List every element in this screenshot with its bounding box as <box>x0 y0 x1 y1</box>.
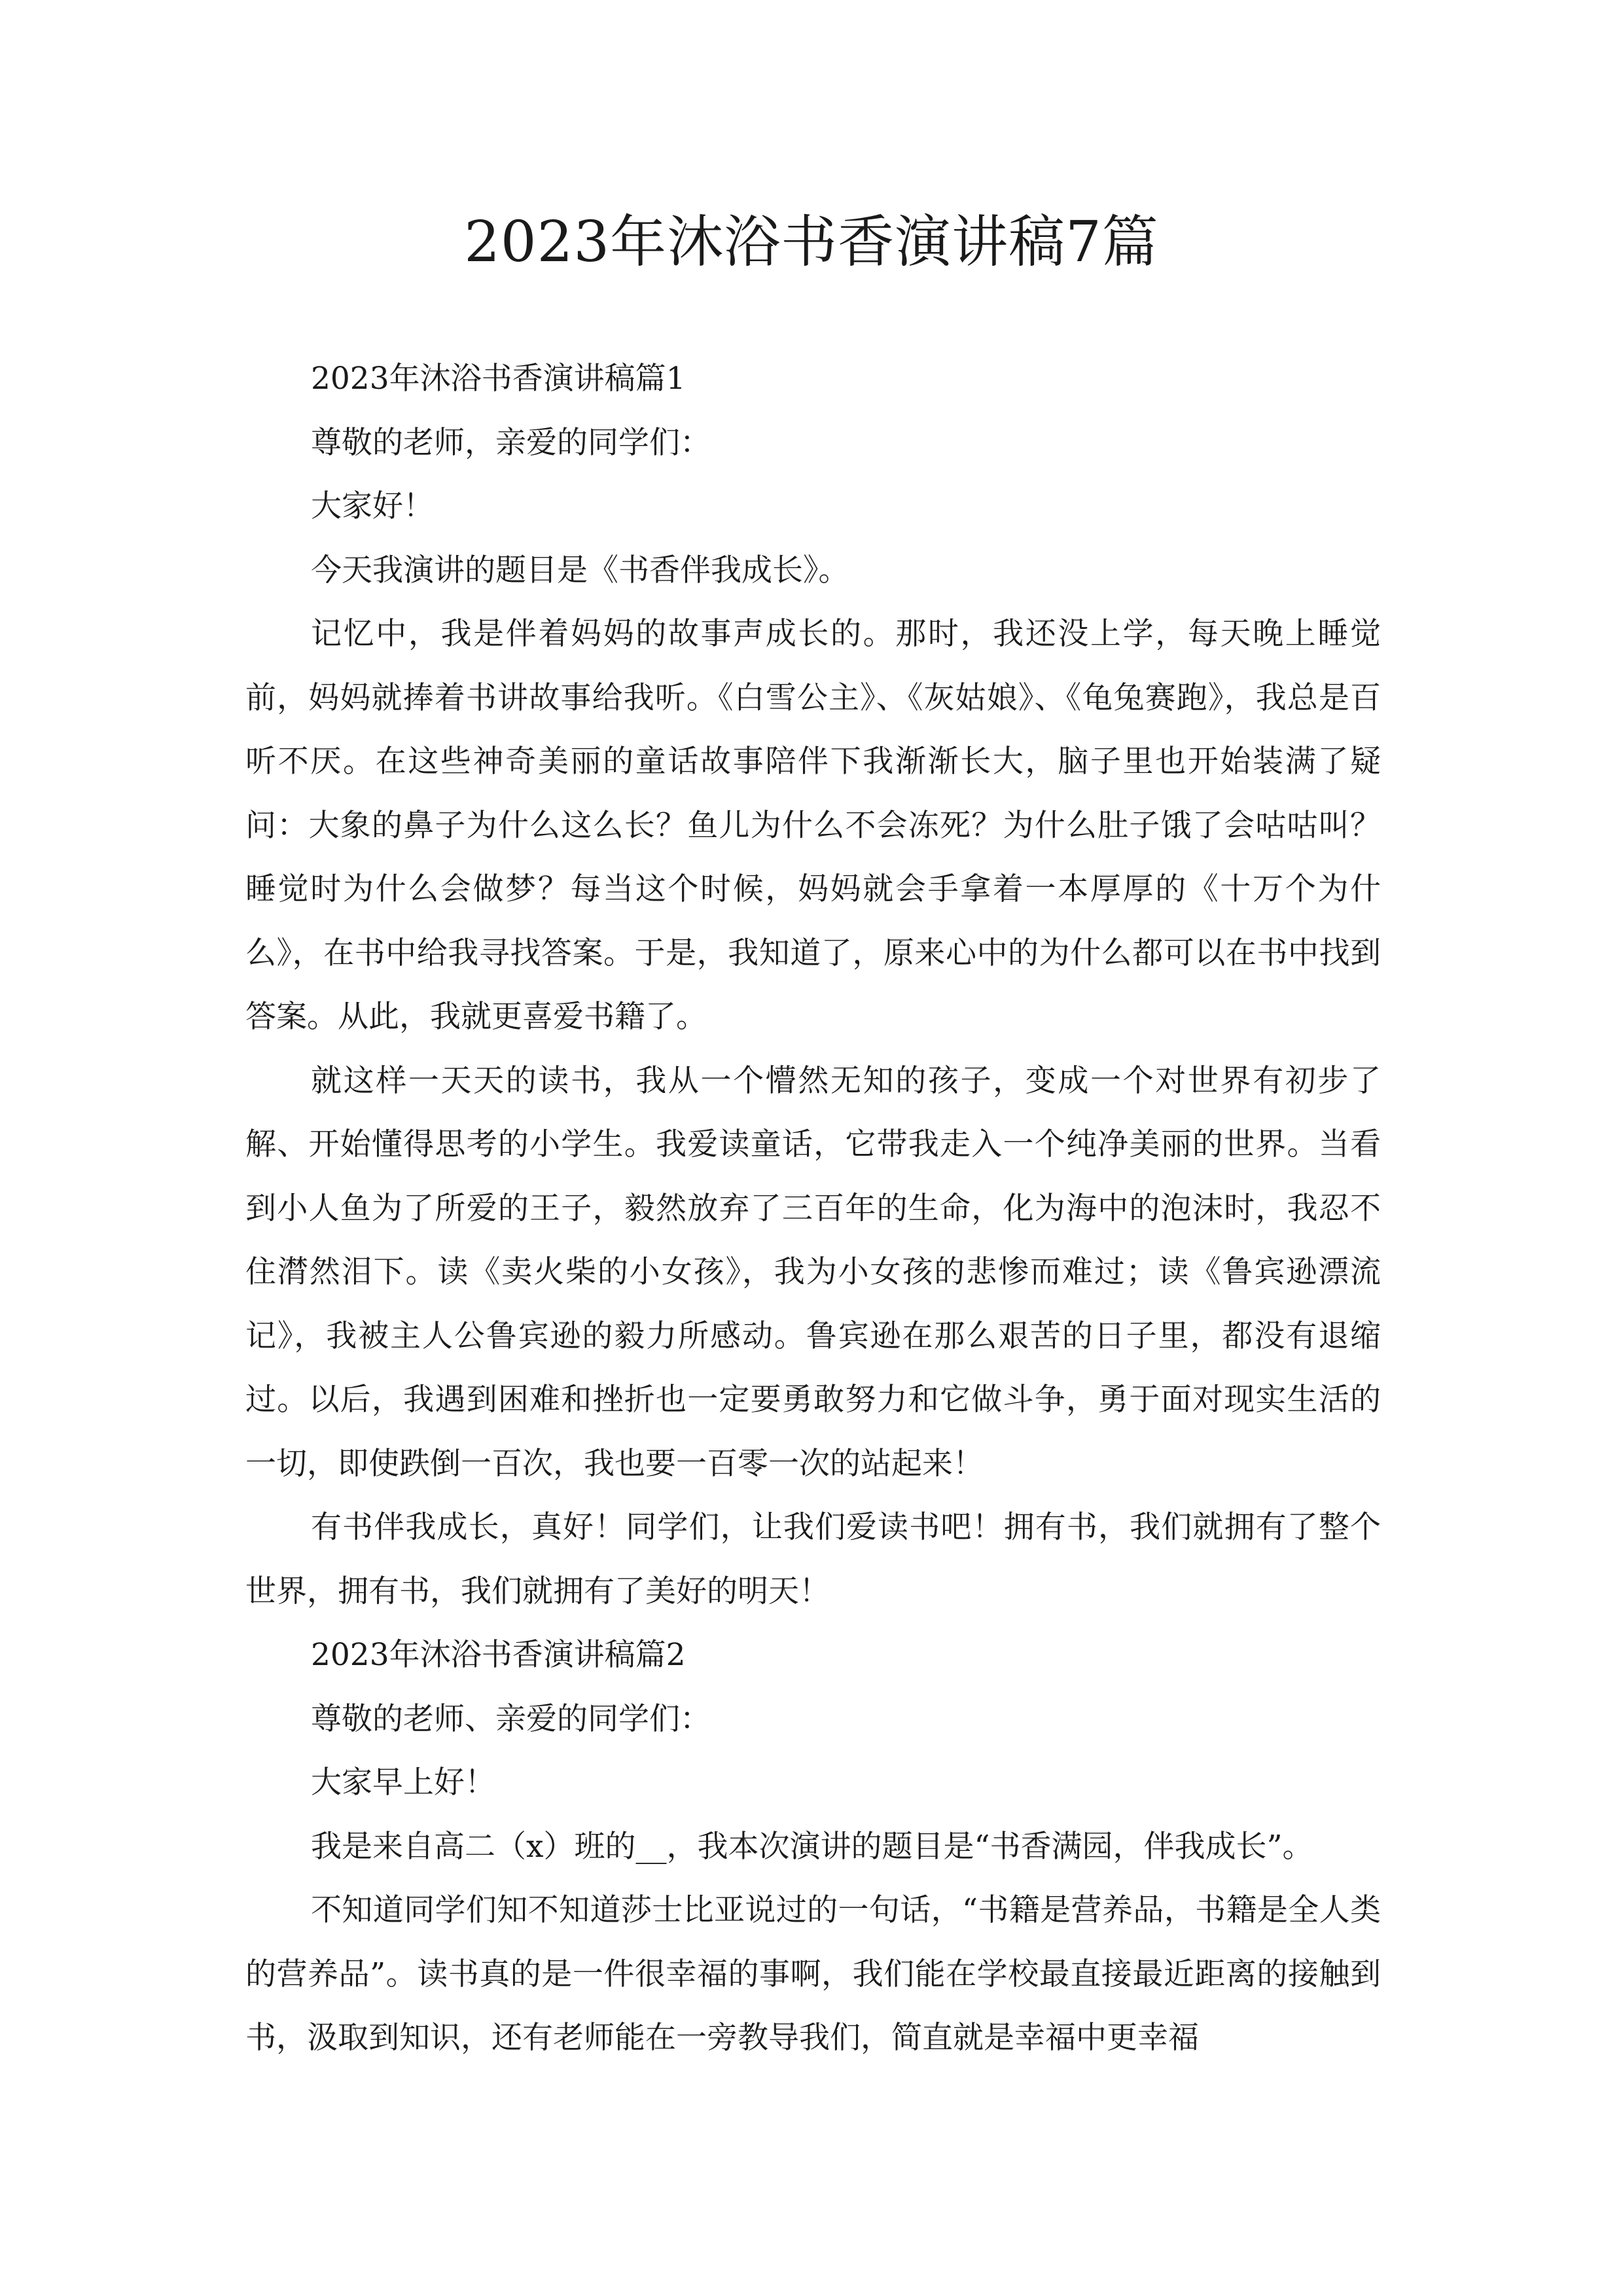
speech-topic: 今天我演讲的题目是《书香伴我成长》。 <box>311 552 849 588</box>
document-title: 2023年沐浴书香演讲稿7篇 <box>464 209 1159 275</box>
speech-topic: 我是来自高二（x）班的__，我本次演讲的题目是“书香满园，伴我成长”。 <box>311 1828 1313 1865</box>
section-heading-1: 2023年沐浴书香演讲稿篇1 <box>311 361 686 397</box>
greeting: 大家早上好！ <box>311 1765 495 1801</box>
salutation: 尊敬的老师、亲爱的同学们： <box>311 1700 711 1737</box>
body-paragraph: 就这样一天天的读书，我从一个懵然无知的孩子，变成一个对世界有初步了解、开始懂得思考的小学生。我爱读童话，它带我走入一个纯净美丽的世界。当看到小人鱼为了所爱的王子，毅然放弃了三百年的生命，化为海中的泡沫时，我忍不住潸然泪下。读《卖火柴的小女孩》，我为小女孩的悲惨而难过；读《鲁宾逊漂流记》，我被主人公鲁宾逊的毅力所感动。鲁宾逊在那么艰苦的日子里，都没有退缩过。以后，我遇到困难和挫折也一定要勇敢努力和它做斗争，勇于面对现实生活的一切，即使跌倒一百次，我也要一百零一次的站起来！ <box>245 1062 1381 1482</box>
section-heading-2: 2023年沐浴书香演讲稿篇2 <box>311 1637 686 1673</box>
body-paragraph: 记忆中，我是伴着妈妈的故事声成长的。那时，我还没上学，每天晚上睡觉前，妈妈就捧着书讲故事给我听。《白雪公主》、《灰姑娘》、《龟兔赛跑》，我总是百听不厌。在这些神奇美丽的童话故事陪伴下我渐渐长大，脑子里也开始装满了疑问：大象的鼻子为什么这么长？鱼儿为什么不会冻死？为什么肚子饿了会咕咕叫？睡觉时为什么会做梦？每当这个时候，妈妈就会手拿着一本厚厚的《十万个为什么》，在书中给我寻找答案。于是，我知道了，原来心中的为什么都可以在书中找到答案。从此，我就更喜爱书籍了。 <box>245 616 1381 1035</box>
body-paragraph: 不知道同学们知不知道莎士比亚说过的一句话，“书籍是营养品，书籍是全人类的营养品”。读书真的是一件很幸福的事啊，我们能在学校最直接最近距离的接触到书，汲取到知识，还有老师能在一旁教导我们，简直就是幸福中更幸福 <box>245 1892 1381 2056</box>
salutation: 尊敬的老师，亲爱的同学们： <box>311 424 711 461</box>
body-paragraph: 有书伴我成长，真好！同学们，让我们爱读书吧！拥有书，我们就拥有了整个世界，拥有书，我们就拥有了美好的明天！ <box>245 1509 1381 1609</box>
greeting: 大家好！ <box>311 488 434 524</box>
document-body <box>245 347 1381 2070</box>
